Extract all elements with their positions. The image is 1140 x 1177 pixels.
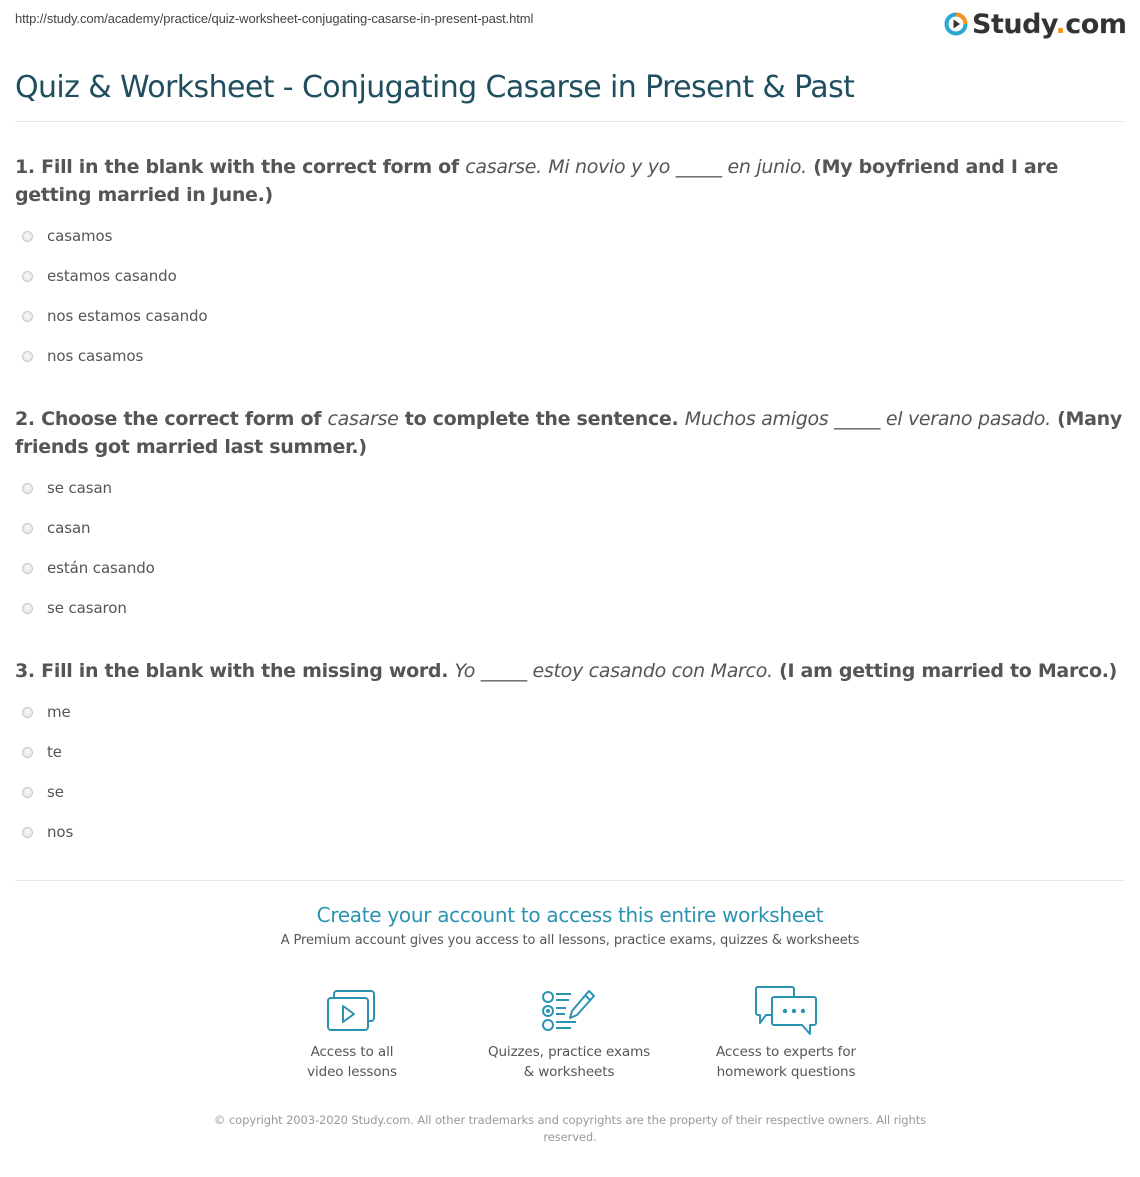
video-lessons-icon <box>326 985 378 1037</box>
feature-video-lessons <box>242 985 462 1082</box>
page-title: Quiz & Worksheet - Conjugating Casarse in Present & Past <box>15 70 855 105</box>
radio-button[interactable] <box>22 787 33 798</box>
logo-text: Study.com <box>972 8 1127 40</box>
question-2-options <box>22 468 155 628</box>
feature-label: Access to experts for homework questions <box>716 1044 856 1080</box>
feature-label: Access to all video lessons <box>307 1044 397 1080</box>
option-label: están casando <box>47 559 155 577</box>
feature-experts <box>676 985 896 1082</box>
answer-option[interactable] <box>22 508 155 548</box>
cta-subtitle: A Premium account gives you access to all lessons, practice exams, quizzes & worksheets <box>280 933 860 948</box>
option-label: nos casamos <box>47 347 144 365</box>
create-account-link[interactable]: Create your account to access this entire worksheet <box>316 903 824 927</box>
answer-option[interactable] <box>22 468 155 508</box>
option-label: se casaron <box>47 599 127 617</box>
feature-quizzes <box>459 985 679 1082</box>
radio-button[interactable] <box>22 271 33 282</box>
question-3-options <box>22 692 73 852</box>
answer-option[interactable] <box>22 548 155 588</box>
question-translation: (Many friends got married last summer.) <box>15 408 1122 458</box>
question-number: 1. <box>15 156 35 178</box>
answer-option[interactable] <box>22 296 208 336</box>
option-label: me <box>47 703 71 721</box>
answer-option[interactable] <box>22 772 73 812</box>
radio-button[interactable] <box>22 707 33 718</box>
option-label: casamos <box>47 227 113 245</box>
question-1-options <box>22 216 208 376</box>
radio-button[interactable] <box>22 351 33 362</box>
feature-label: Quizzes, practice exams & worksheets <box>487 1044 651 1080</box>
title-divider <box>15 121 1125 122</box>
answer-option[interactable] <box>22 588 155 628</box>
answer-option[interactable] <box>22 812 73 852</box>
radio-button[interactable] <box>22 231 33 242</box>
question-prompt: Choose the correct form of <box>41 408 322 430</box>
question-number: 2. <box>15 408 35 430</box>
radio-button[interactable] <box>22 603 33 614</box>
play-circle-icon <box>944 12 968 36</box>
signup-cta <box>0 903 1140 948</box>
question-verb: casarse <box>327 408 399 430</box>
question-prompt-continued: to complete the sentence. <box>404 408 679 430</box>
question-sentence: Yo _____ estoy casando con Marco. <box>454 660 773 682</box>
option-label: casan <box>47 519 91 537</box>
answer-option[interactable] <box>22 216 208 256</box>
option-label: se <box>47 783 64 801</box>
question-prompt: Fill in the blank with the missing word. <box>41 660 449 682</box>
question-3 <box>15 657 1130 685</box>
question-2 <box>15 405 1130 461</box>
page-url: http://study.com/academy/practice/quiz-worksheet-conjugating-casarse-in-present-past.html <box>15 11 534 26</box>
question-translation: (I am getting married to Marco.) <box>779 660 1118 682</box>
option-label: estamos casando <box>47 267 177 285</box>
question-prompt: Fill in the blank with the correct form of <box>41 156 459 178</box>
option-label: te <box>47 743 62 761</box>
radio-button[interactable] <box>22 827 33 838</box>
question-sentence: Muchos amigos _____ el verano pasado. <box>684 408 1051 430</box>
study-logo[interactable] <box>944 8 1127 40</box>
question-sentence: Mi novio y yo _____ en junio. <box>548 156 807 178</box>
question-number: 3. <box>15 660 35 682</box>
copyright-notice: © copyright 2003-2020 Study.com. All other trademarks and copyrights are the property of their respective owners. All rights reserved. <box>214 1113 926 1144</box>
section-divider <box>15 880 1125 881</box>
radio-button[interactable] <box>22 523 33 534</box>
answer-option[interactable] <box>22 692 73 732</box>
quiz-checklist-icon <box>541 985 597 1037</box>
radio-button[interactable] <box>22 483 33 494</box>
answer-option[interactable] <box>22 732 73 772</box>
question-translation: (My boyfriend and I are getting married in June.) <box>15 156 1059 206</box>
answer-option[interactable] <box>22 336 208 376</box>
radio-button[interactable] <box>22 747 33 758</box>
radio-button[interactable] <box>22 311 33 322</box>
question-verb: casarse. <box>465 156 542 178</box>
option-label: se casan <box>47 479 112 497</box>
option-label: nos <box>47 823 74 841</box>
answer-option[interactable] <box>22 256 208 296</box>
question-1 <box>15 153 1130 209</box>
option-label: nos estamos casando <box>47 307 208 325</box>
chat-bubbles-icon <box>754 985 818 1037</box>
radio-button[interactable] <box>22 563 33 574</box>
